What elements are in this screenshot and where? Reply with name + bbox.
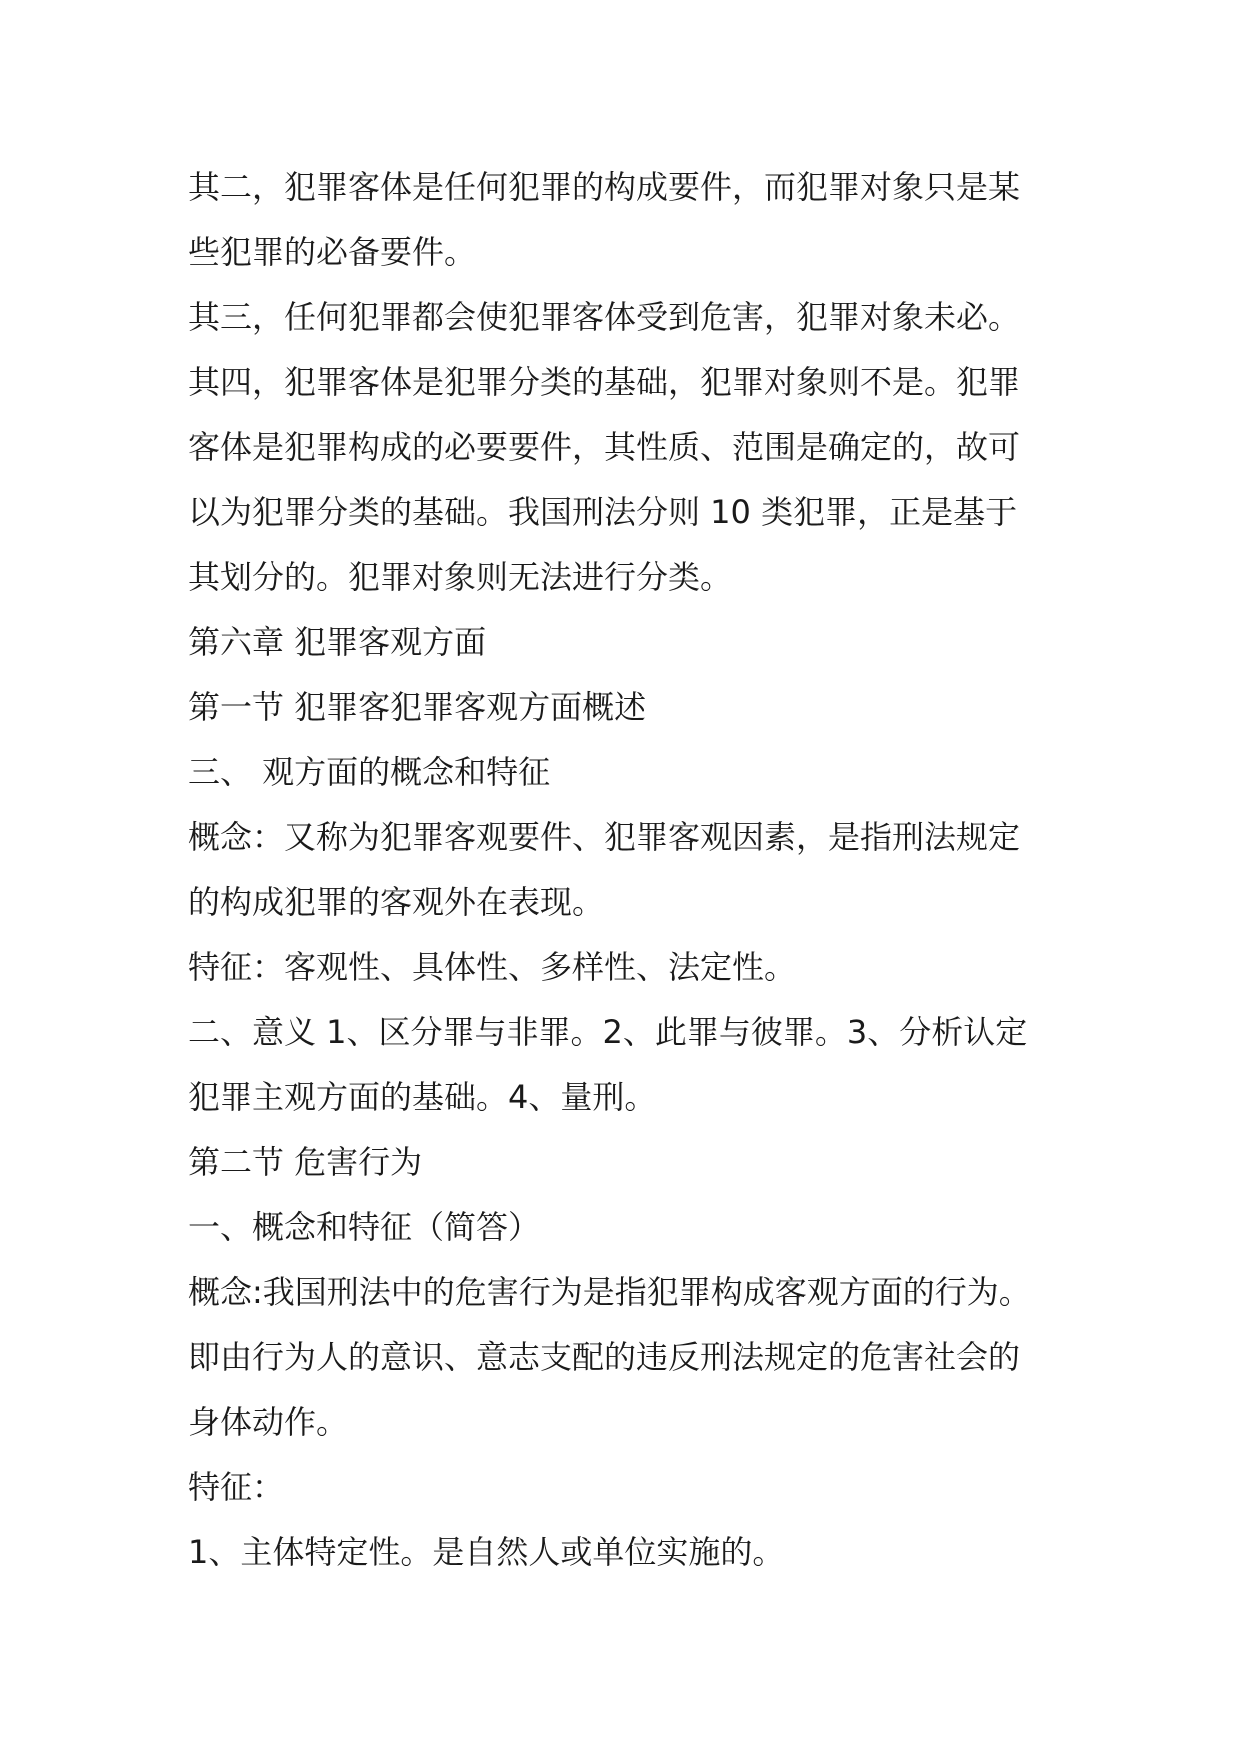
paragraph-line: 二、意义 1、区分罪与非罪。2、此罪与彼罪。3、分析认定 [188,1013,1028,1051]
paragraph-line: 概念:我国刑法中的危害行为是指犯罪构成客观方面的行为。 [188,1273,1031,1311]
paragraph-line: 其划分的。犯罪对象则无法进行分类。 [188,558,733,596]
section-heading: 第一节 犯罪客犯罪客观方面概述 [188,688,647,726]
paragraph-line: 其三，任何犯罪都会使犯罪客体受到危害，犯罪对象未必。 [188,298,1021,336]
paragraph-line: 概念：又称为犯罪客观要件、犯罪客观因素，是指刑法规定 [188,818,1021,856]
paragraph-line: 的构成犯罪的客观外在表现。 [188,883,605,921]
paragraph-line: 特征： [188,1468,285,1506]
subsection-heading: 三、 观方面的概念和特征 [188,753,551,791]
document-body [188,155,1068,1585]
paragraph-line: 些犯罪的必备要件。 [188,233,477,271]
paragraph-line: 身体动作。 [188,1403,349,1441]
paragraph-line: 以为犯罪分类的基础。我国刑法分则 10 类犯罪，正是基于 [188,493,1018,531]
paragraph-line: 客体是犯罪构成的必要要件，其性质、范围是确定的，故可 [188,428,1021,466]
section-heading: 第二节 危害行为 [188,1143,423,1181]
paragraph-line: 特征：客观性、具体性、多样性、法定性。 [188,948,797,986]
paragraph-line: 犯罪主观方面的基础。4、量刑。 [188,1078,657,1116]
paragraph-line: 即由行为人的意识、意志支配的违反刑法规定的危害社会的 [188,1338,1021,1376]
chapter-heading: 第六章 犯罪客观方面 [188,623,487,661]
subsection-heading: 一、概念和特征（简答） [188,1208,541,1246]
paragraph-line: 其四，犯罪客体是犯罪分类的基础，犯罪对象则不是。犯罪 [188,363,1021,401]
list-item: 1、主体特定性。是自然人或单位实施的。 [188,1533,785,1571]
paragraph-line: 其二，犯罪客体是任何犯罪的构成要件，而犯罪对象只是某 [188,168,1021,206]
